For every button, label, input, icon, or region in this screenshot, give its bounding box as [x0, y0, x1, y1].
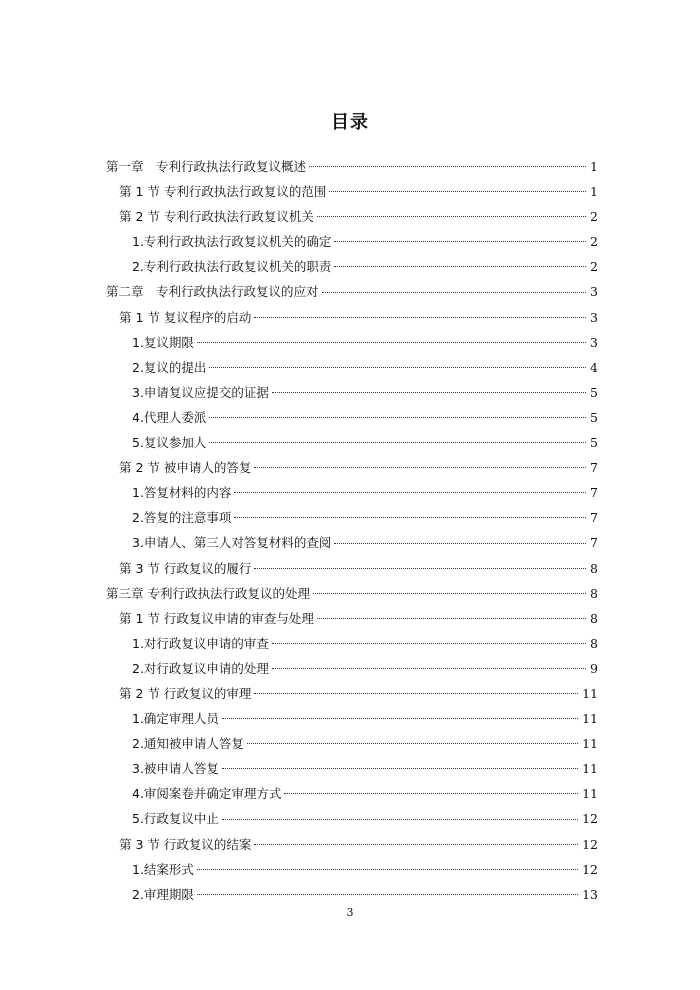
- toc-entry-title: 1.复议期限: [132, 334, 194, 350]
- toc-entry-page: 9: [590, 660, 598, 676]
- toc-entry[interactable]: [106, 330, 598, 355]
- toc-entry[interactable]: [106, 606, 598, 631]
- toc-entry[interactable]: [106, 681, 598, 706]
- toc-entry-title: 1.专利行政执法行政复议机关的确定: [132, 234, 332, 250]
- toc-entry-page: 12: [582, 836, 598, 852]
- toc-entry-page: 13: [582, 886, 598, 902]
- toc-entry-page: 2: [590, 234, 598, 250]
- toc-entry-page: 8: [590, 635, 598, 651]
- toc-dot-leader: [254, 567, 586, 569]
- toc-dot-leader: [209, 441, 586, 443]
- toc-dot-leader: [317, 617, 586, 619]
- toc-entry-title: 第 2 节 被申请人的答复: [119, 460, 252, 476]
- toc-dot-leader: [197, 868, 578, 870]
- toc-entry-page: 4: [590, 359, 598, 375]
- toc-entry[interactable]: [106, 857, 598, 882]
- toc-dot-leader: [272, 391, 586, 393]
- toc-entry[interactable]: [106, 154, 598, 179]
- toc-entry[interactable]: [106, 581, 598, 606]
- toc-dot-leader: [209, 416, 586, 418]
- toc-entry[interactable]: [106, 480, 598, 505]
- toc-entry-page: 2: [590, 209, 598, 225]
- toc-entry-page: 3: [590, 334, 598, 350]
- toc-entry-page: 12: [582, 861, 598, 877]
- toc-entry-title: 第 2 节 行政复议的审理: [119, 685, 252, 701]
- toc-entry-title: 第 2 节 专利行政执法行政复议机关: [119, 209, 314, 225]
- toc-entry-title: 3.被申请人答复: [132, 761, 219, 777]
- toc-entry-page: 1: [590, 159, 598, 174]
- toc-entry-title: 5.行政复议中止: [132, 811, 219, 827]
- toc-dot-leader: [234, 516, 586, 518]
- toc-dot-leader: [317, 215, 586, 217]
- toc-dot-leader: [197, 893, 578, 895]
- toc-entry-page: 5: [590, 384, 598, 400]
- toc-dot-leader: [284, 792, 578, 794]
- toc-entry-page: 5: [590, 409, 598, 425]
- toc-entry-page: 11: [582, 711, 598, 727]
- toc-entry-title: 第 1 节 专利行政执法行政复议的范围: [119, 184, 327, 200]
- toc-entry[interactable]: [106, 556, 598, 581]
- toc-entry-page: 7: [590, 460, 598, 476]
- toc-entry[interactable]: [106, 756, 598, 781]
- toc-entry-title: 2.审理期限: [132, 886, 194, 902]
- toc-entry-page: 7: [590, 485, 598, 501]
- toc-entry[interactable]: [106, 229, 598, 254]
- toc-entry-page: 8: [590, 560, 598, 576]
- toc-dot-leader: [254, 843, 578, 845]
- toc-entry[interactable]: [106, 179, 598, 204]
- toc-entry-page: 2: [590, 259, 598, 275]
- toc-entry-page: 7: [590, 510, 598, 526]
- toc-entry-title: 第二章 专利行政执法行政复议的应对: [106, 284, 319, 300]
- toc-entry[interactable]: [106, 279, 598, 304]
- toc-dot-leader: [197, 341, 586, 343]
- toc-dot-leader: [322, 291, 586, 293]
- toc-dot-leader: [254, 466, 586, 468]
- toc-entry-title: 2.对行政复议申请的处理: [132, 660, 269, 676]
- toc-dot-leader: [334, 542, 586, 544]
- toc-entry-title: 3.申请复议应提交的证据: [132, 384, 269, 400]
- toc-entry-title: 1.对行政复议申请的审查: [132, 635, 269, 651]
- toc-dot-leader: [313, 592, 586, 594]
- toc-entry-page: 11: [582, 685, 598, 701]
- toc-entry-title: 第一章 专利行政执法行政复议概述: [106, 159, 307, 174]
- toc-entry-page: 12: [582, 811, 598, 827]
- toc-entry-page: 3: [590, 309, 598, 325]
- toc-entry[interactable]: [106, 530, 598, 555]
- toc-dot-leader: [272, 642, 586, 644]
- toc-entry-page: 1: [590, 184, 598, 200]
- toc-entry-title: 1.结案形式: [132, 861, 194, 877]
- toc-entry-title: 第 3 节 行政复议的履行: [119, 560, 252, 576]
- toc-entry[interactable]: [106, 455, 598, 480]
- toc-entry-page: 5: [590, 435, 598, 451]
- toc-entry[interactable]: [106, 380, 598, 405]
- page-title: 目录: [331, 112, 369, 133]
- toc-entry[interactable]: [106, 806, 598, 831]
- toc-entry-title: 第 1 节 行政复议申请的审查与处理: [119, 610, 314, 626]
- toc-entry-page: 8: [590, 585, 598, 601]
- toc-entry-page: 11: [582, 761, 598, 777]
- toc-dot-leader: [234, 491, 586, 493]
- toc-entry[interactable]: [106, 254, 598, 279]
- toc-entry-page: 7: [590, 535, 598, 551]
- toc-entry-title: 第三章 专利行政执法行政复议的处理: [106, 585, 310, 601]
- toc-entry[interactable]: [106, 832, 598, 857]
- toc-dot-leader: [334, 265, 586, 267]
- toc-entry[interactable]: [106, 631, 598, 656]
- toc-dot-leader: [247, 742, 578, 744]
- toc-entry-title: 2.复议的提出: [132, 359, 207, 375]
- page-number: 3: [346, 906, 354, 919]
- toc-entry-title: 1.答复材料的内容: [132, 485, 232, 501]
- toc-entry-page: 3: [590, 284, 598, 300]
- toc-entry-page: 11: [582, 736, 598, 752]
- toc-entry-title: 2.专利行政执法行政复议机关的职责: [132, 259, 332, 275]
- toc-entry-title: 2.通知被申请人答复: [132, 736, 244, 752]
- toc-entry-title: 1.确定审理人员: [132, 711, 219, 727]
- toc-dot-leader: [254, 692, 578, 694]
- toc-entry-title: 4.代理人委派: [132, 409, 207, 425]
- toc-dot-leader: [254, 316, 586, 318]
- toc-entry-title: 5.复议参加人: [132, 435, 207, 451]
- toc-entry[interactable]: [106, 405, 598, 430]
- toc-entry[interactable]: [106, 204, 598, 229]
- toc-entry[interactable]: [106, 305, 598, 330]
- toc-entry[interactable]: [106, 656, 598, 681]
- toc-entry[interactable]: [106, 706, 598, 731]
- toc-dot-leader: [334, 240, 586, 242]
- toc-entry[interactable]: [106, 505, 598, 530]
- toc-entry[interactable]: [106, 430, 598, 455]
- toc-dot-leader: [222, 767, 578, 769]
- toc-dot-leader: [329, 190, 586, 192]
- toc-entry[interactable]: [106, 355, 598, 380]
- toc-dot-leader: [209, 366, 586, 368]
- toc-entry[interactable]: [106, 731, 598, 756]
- toc-entry[interactable]: [106, 882, 598, 907]
- table-of-contents: [106, 154, 598, 907]
- toc-entry-title: 第 3 节 行政复议的结案: [119, 836, 252, 852]
- toc-dot-leader: [222, 818, 578, 820]
- toc-dot-leader: [309, 165, 586, 167]
- toc-entry-title: 4.审阅案卷并确定审理方式: [132, 786, 282, 802]
- toc-entry-page: 8: [590, 610, 598, 626]
- toc-entry-title: 第 1 节 复议程序的启动: [119, 309, 252, 325]
- toc-dot-leader: [272, 667, 586, 669]
- toc-entry[interactable]: [106, 781, 598, 806]
- toc-entry-title: 3.申请人、第三人对答复材料的查阅: [132, 535, 332, 551]
- toc-dot-leader: [222, 717, 578, 719]
- toc-entry-title: 2.答复的注意事项: [132, 510, 232, 526]
- toc-entry-page: 11: [582, 786, 598, 802]
